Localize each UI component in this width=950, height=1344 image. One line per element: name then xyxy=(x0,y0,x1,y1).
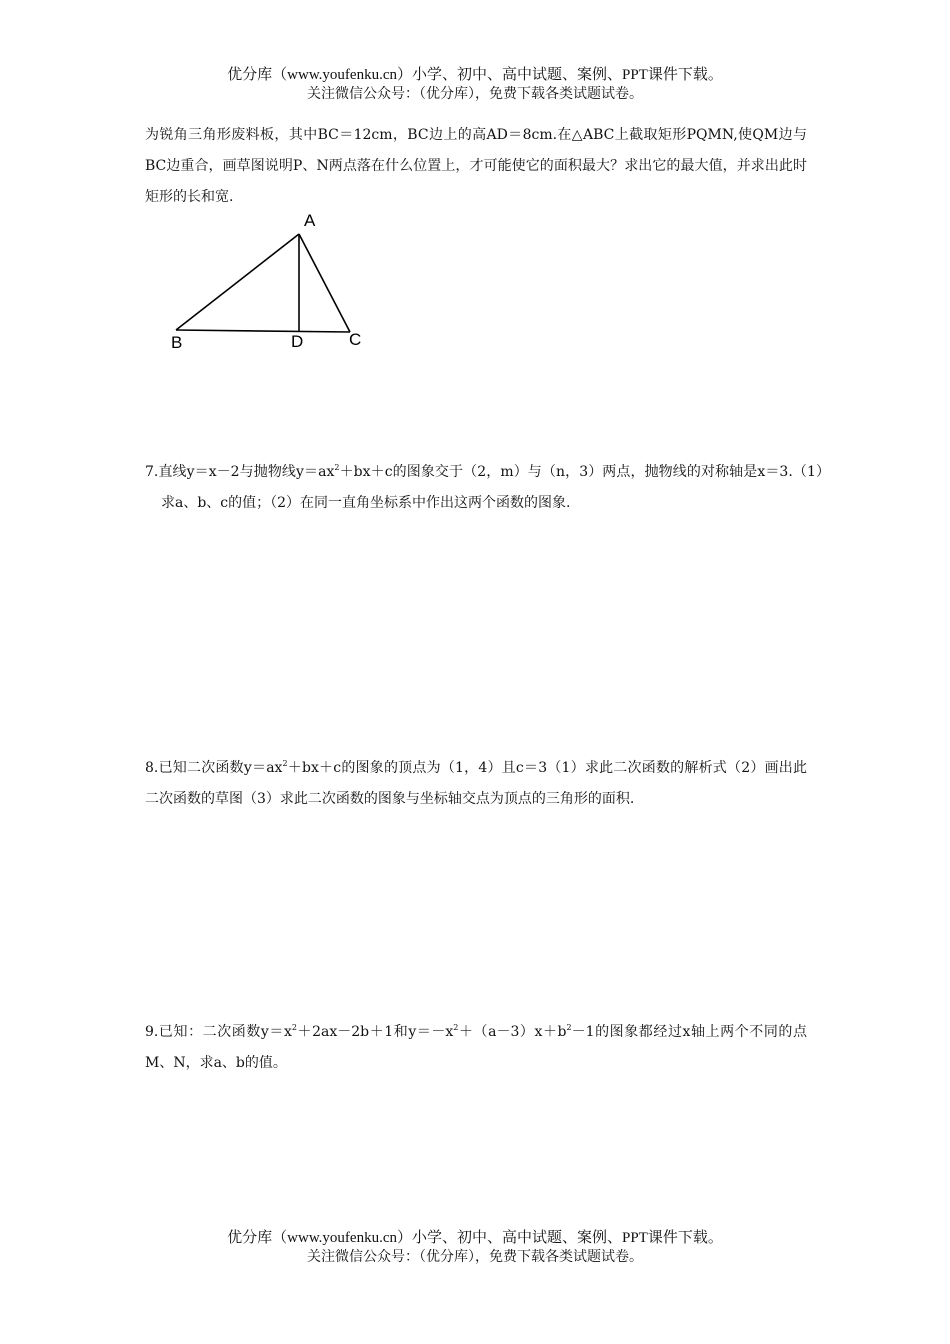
problem-9: 9.已知：二次函数$y=x^2+2ax-2b+1$和$y=-x^2+(a-3)x+b^2-1$的图象都经过x轴上两个不同的点M、N，求a、b的值。 xyxy=(145,1023,807,1071)
side-ac xyxy=(299,234,350,332)
problem-7: 7.直线y＝x－2与抛物线$y=ax^2+bx+c$的图象交于（2，m）与（n，3）两点，抛物线的对称轴是x＝3.（1）求a、b、c的值；（2）在同一直角坐标系中作出这两个函数的图象. xyxy=(145,463,823,511)
label-c: C xyxy=(349,330,362,349)
footer-line-1: 优分库（www.youfenku.cn）小学、初中、高中试题、案例、PPT课件下载。 xyxy=(227,1230,723,1246)
side-bc xyxy=(176,330,350,332)
label-a: A xyxy=(304,211,316,230)
header-line-1: 优分库（www.youfenku.cn）小学、初中、高中试题、案例、PPT课件下载。 xyxy=(227,67,723,83)
side-ab xyxy=(176,234,299,330)
page-header xyxy=(0,66,950,104)
page-footer xyxy=(0,1229,950,1267)
problem-6-text: 为锐角三角形废料板，其中BC＝12cm，BC边上的高AD＝8cm.在△ABC上截取矩形PQMN,使QM边与BC边重合，画草图说明P、N两点落在什么位置上，才可能使它的面积最大？求出它的最大值，并求出此时矩形的长和宽. xyxy=(145,127,807,205)
label-b: B xyxy=(171,333,183,352)
header-line-2: 关注微信公众号：（优分库），免费下载各类试题试卷。 xyxy=(307,86,643,102)
problem-8: 8.已知二次函数$y=ax^2+bx+c$的图象的顶点为（1，4）且c＝3（1）求此二次函数的解析式（2）画出此二次函数的草图（3）求此二次函数的图象与坐标轴交点为顶点的三角形的面积. xyxy=(145,759,807,807)
label-d: D xyxy=(291,332,304,351)
footer-line-2: 关注微信公众号：（优分库），免费下载各类试题试卷。 xyxy=(307,1249,643,1265)
